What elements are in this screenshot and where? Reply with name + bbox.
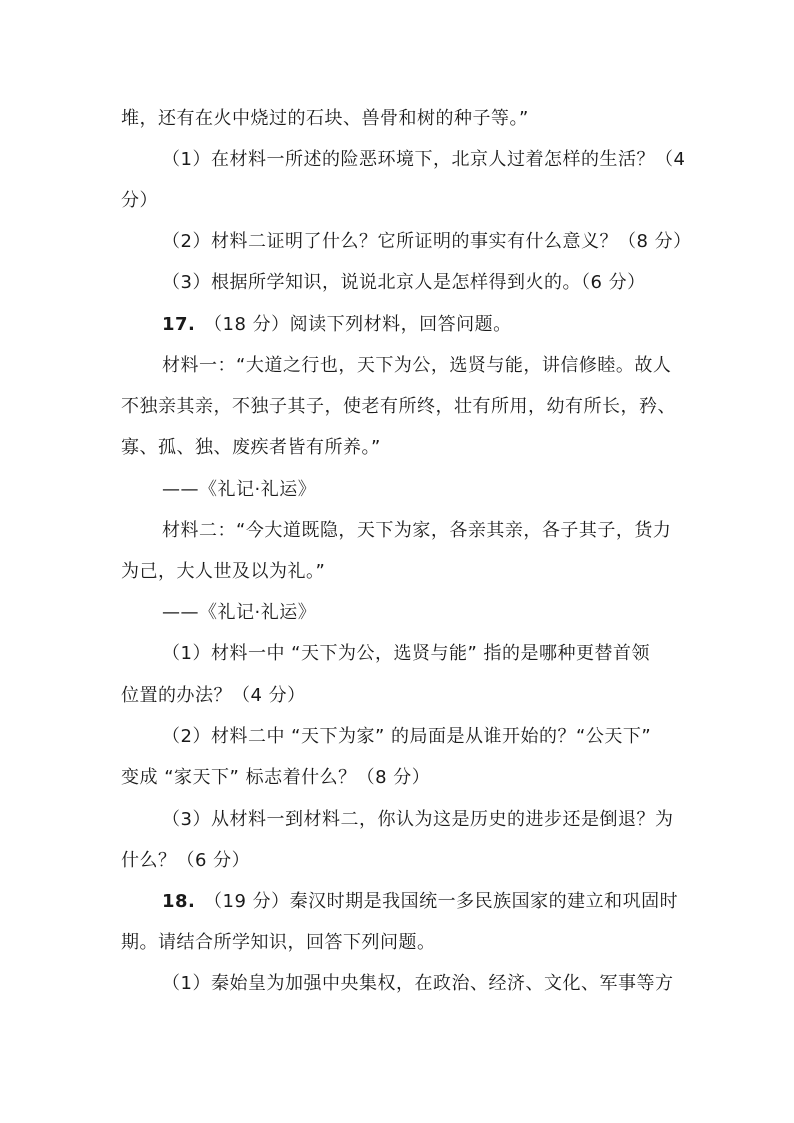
text-line: 分） bbox=[121, 190, 158, 211]
text-line: 不独亲其亲，不独子其子，使老有所终，壮有所用，幼有所长，矜、 bbox=[121, 396, 676, 417]
source-citation: ——《礼记·礼运》 bbox=[162, 602, 317, 623]
text-line: 位置的办法？（4 分） bbox=[121, 685, 306, 706]
text-line: 什么？（6 分） bbox=[121, 850, 251, 871]
text-line: 期。请结合所学知识，回答下列问题。 bbox=[121, 932, 436, 953]
text-line: 材料二：“今大道既隐，天下为家，各亲其亲，各子其子，货力 bbox=[162, 520, 672, 541]
text-line: （2）材料二中 “天下为家” 的局面是从谁开始的？“公天下” bbox=[162, 726, 652, 747]
text-line: （1）在材料一所述的险恶环境下，北京人过着怎样的生活？（4 bbox=[162, 149, 686, 170]
source-citation: ——《礼记·礼运》 bbox=[162, 479, 317, 500]
text-line: （19 分）秦汉时期是我国统一多民族国家的建立和巩固时 bbox=[204, 891, 679, 912]
text-line: （2）材料二证明了什么？它所证明的事实有什么意义？（8 分） bbox=[162, 231, 692, 252]
text-line: （3）从材料一到材料二，你认为这是历史的进步还是倒退？为 bbox=[162, 809, 674, 830]
text-line: （1）材料一中 “天下为公，选贤与能” 指的是哪种更替首领 bbox=[162, 643, 651, 664]
text-line: （3）根据所学知识，说说北京人是怎样得到火的。（6 分） bbox=[162, 272, 646, 293]
text-line: 为己，大人世及以为礼。” bbox=[121, 561, 326, 582]
question-number: 17. bbox=[162, 314, 196, 335]
question-number: 18. bbox=[162, 891, 196, 912]
text-line: （1）秦始皇为加强中央集权，在政治、经济、文化、军事等方 bbox=[162, 973, 674, 994]
text-line: 变成 “家天下” 标志着什么？（8 分） bbox=[121, 767, 431, 788]
text-line: 材料一：“大道之行也，天下为公，选贤与能，讲信修睦。故人 bbox=[162, 355, 672, 376]
text-line: （18 分）阅读下列材料，回答问题。 bbox=[204, 314, 512, 335]
text-line: 寡、孤、独、废疾者皆有所养。” bbox=[121, 437, 381, 458]
text-line: 堆，还有在火中烧过的石块、兽骨和树的种子等。” bbox=[121, 108, 529, 129]
